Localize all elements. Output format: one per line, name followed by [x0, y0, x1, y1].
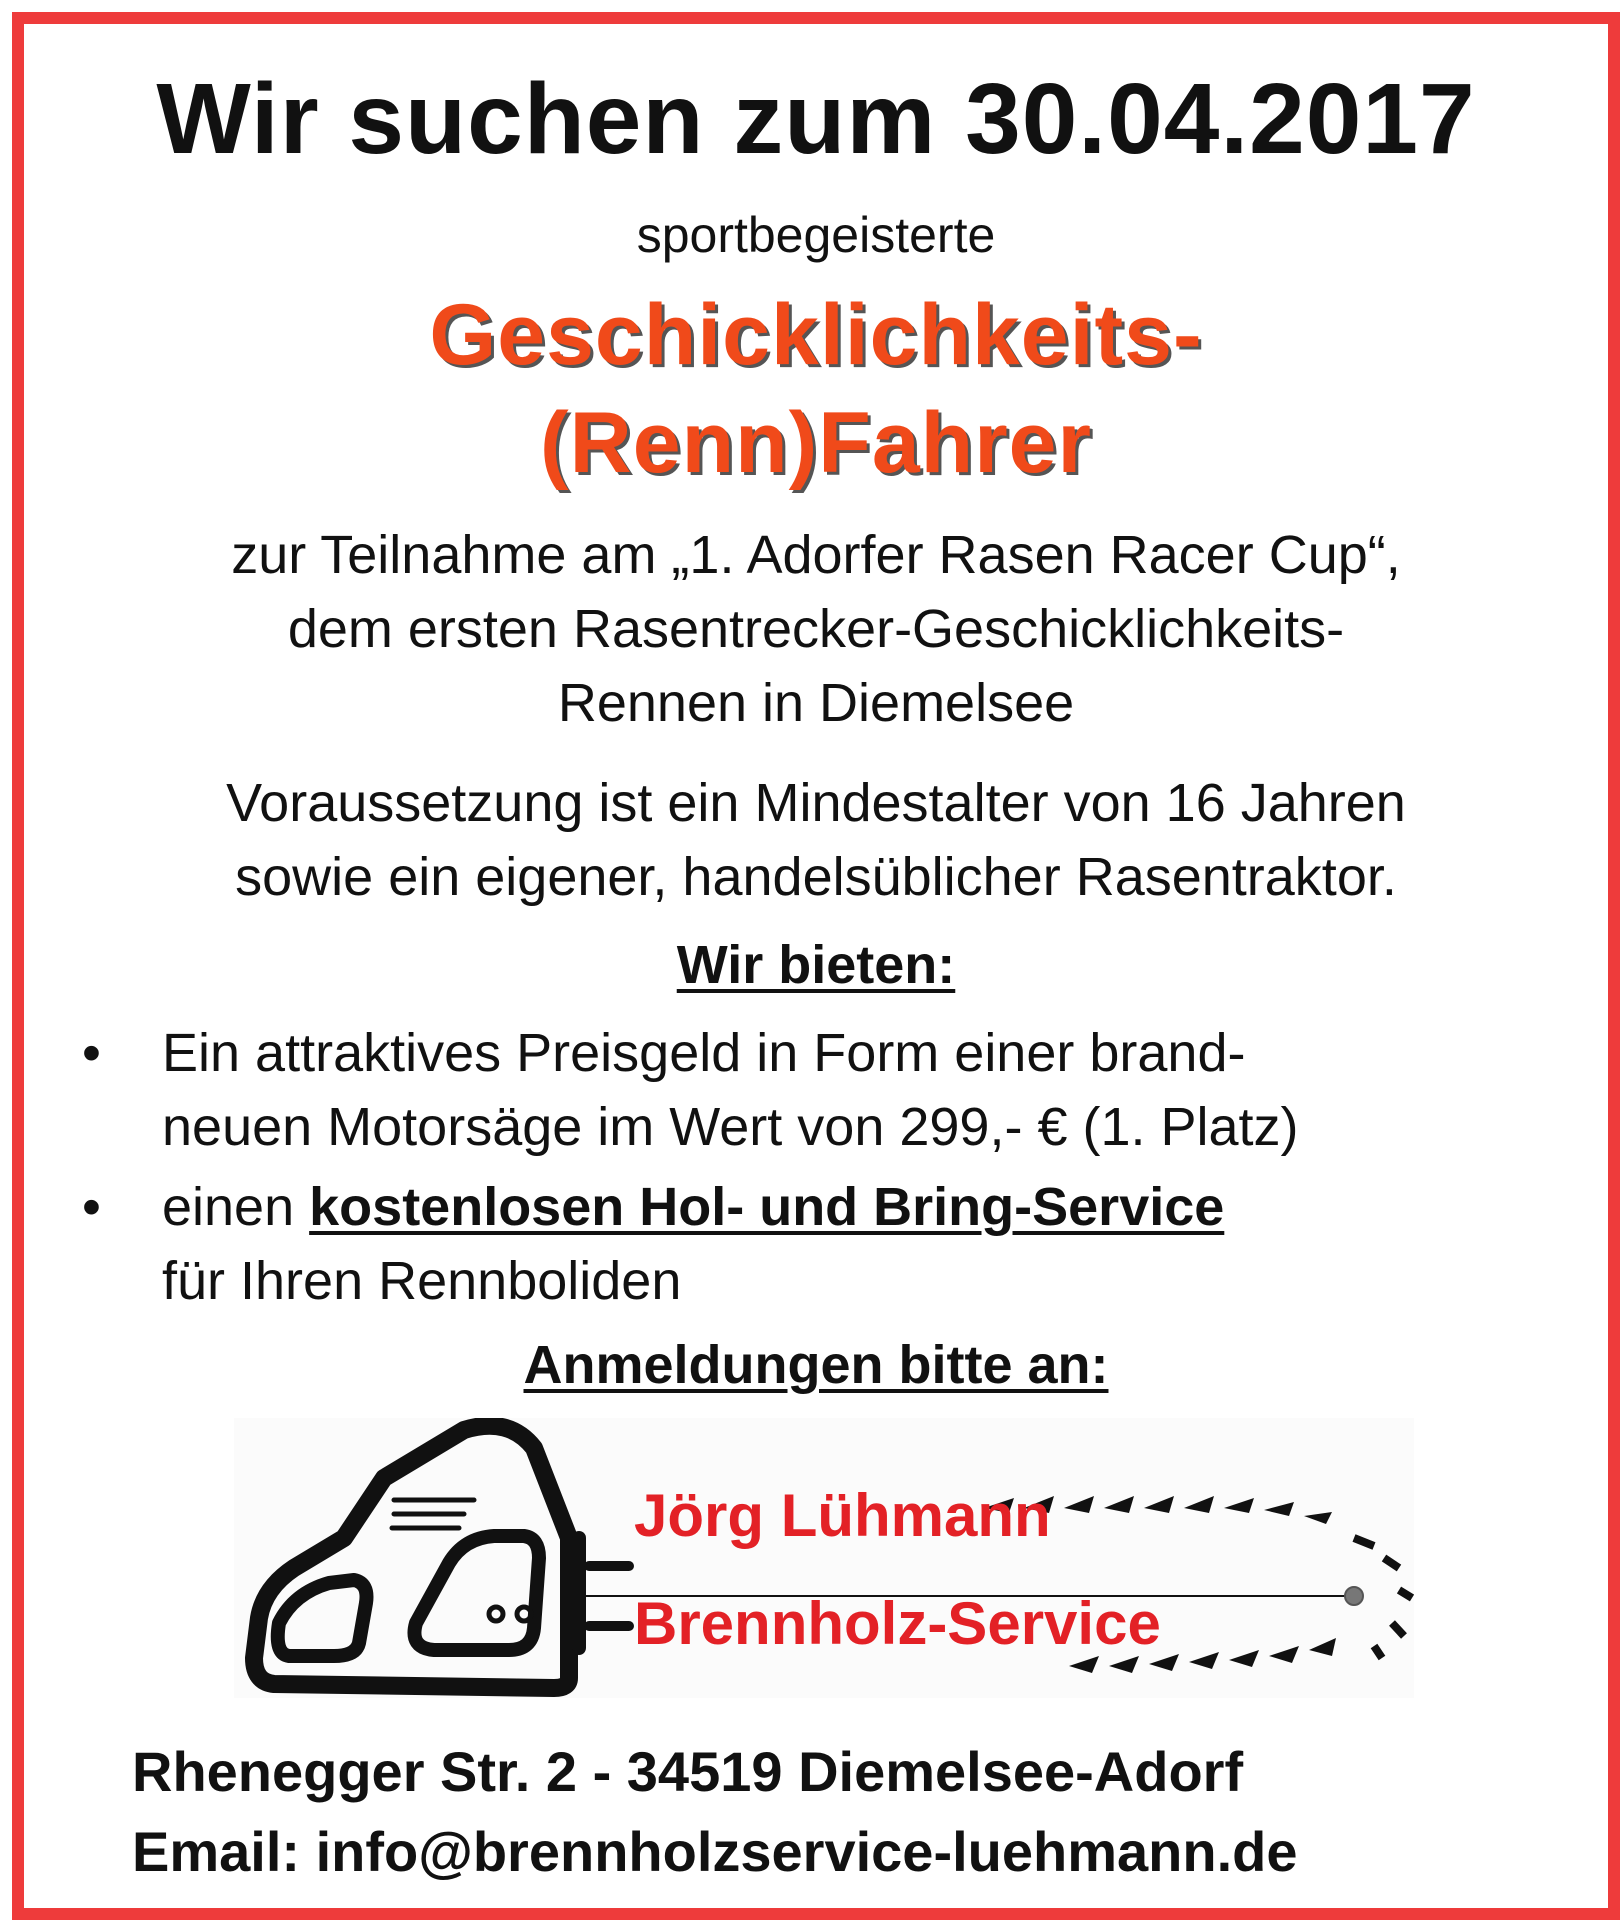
subline: sportbegeisterte	[636, 207, 996, 263]
offer-item-line: für Ihren Rennboliden	[162, 1251, 682, 1311]
offer-item-line: Ein attraktives Preisgeld in Form einer brand-	[162, 1023, 1246, 1083]
intro-line-2: dem ersten Rasentrecker-Geschicklichkeits-	[287, 599, 1345, 659]
bullet-icon: •	[82, 1177, 101, 1237]
intro-paragraph	[24, 518, 1608, 740]
contact-email: Email: info@brennholzservice-luehmann.de	[132, 1820, 1298, 1883]
offer-item-service	[74, 1170, 1574, 1318]
highlight-line-2: (Renn)Fahrer	[540, 395, 1092, 491]
intro-line-1: zur Teilnahme am „1. Adorfer Rasen Racer Cup“,	[231, 525, 1401, 585]
bullet-icon: •	[82, 1023, 101, 1083]
contact-block	[132, 1732, 1297, 1892]
offer-item-text	[162, 1170, 1224, 1318]
requirement-paragraph	[24, 766, 1608, 914]
requirement-line-2: sowie ein eigener, handelsüblicher Rasentraktor.	[235, 847, 1397, 907]
offer-item-prize	[74, 1016, 1574, 1164]
intro-line-3: Rennen in Diemelsee	[557, 673, 1075, 733]
highlight-line-1: Geschicklichkeits-	[429, 287, 1203, 383]
registration-heading: Anmeldungen bitte an:	[523, 1335, 1109, 1395]
offer-list	[74, 1016, 1574, 1324]
offer-item-emphasis: kostenlosen Hol- und Bring-Service	[309, 1177, 1225, 1237]
offer-item-prefix: einen	[162, 1177, 310, 1237]
contact-address: Rhenegger Str. 2 - 34519 Diemelsee-Adorf	[132, 1740, 1244, 1803]
logo-service: Brennholz-Service	[634, 1590, 1161, 1657]
offer-item-line	[162, 1170, 1224, 1244]
offer-item-text	[162, 1016, 1299, 1164]
company-logo	[234, 1418, 1414, 1698]
poster-frame	[12, 12, 1620, 1920]
logo-name: Jörg Lühmann	[634, 1482, 1051, 1549]
offer-heading: Wir bieten:	[676, 935, 956, 995]
offer-item-line: neuen Motorsäge im Wert von 299,- € (1. Platz)	[162, 1097, 1299, 1157]
requirement-line-1: Voraussetzung ist ein Mindestalter von 16 Jahren	[226, 773, 1406, 833]
headline: Wir suchen zum 30.04.2017	[156, 63, 1476, 175]
